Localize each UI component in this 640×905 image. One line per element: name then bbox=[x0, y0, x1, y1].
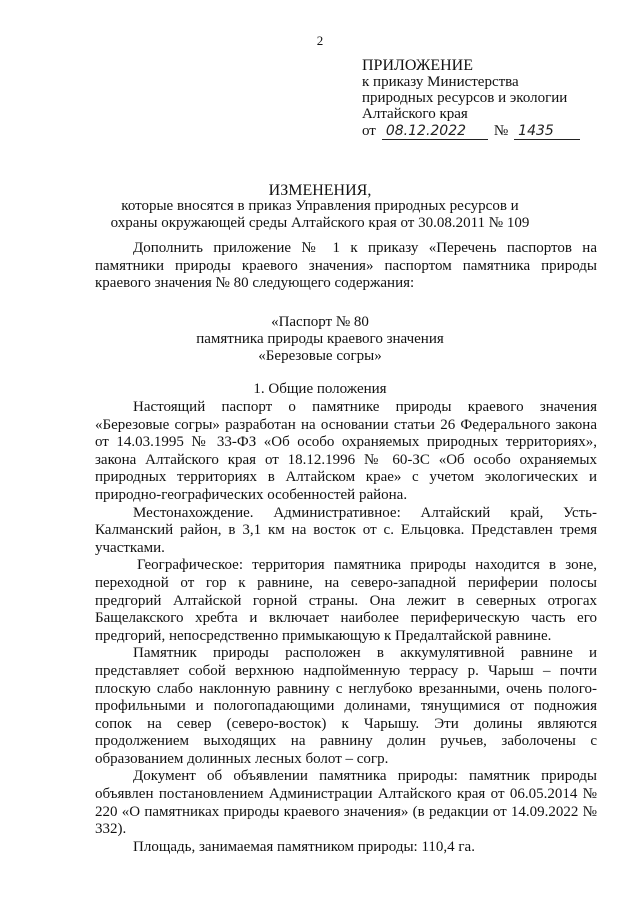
body-paragraph: Местонахождение. Административное: Алтайский край, Усть-Калманский район, в 3,1 км на восток от с. Ельцовка. Представлен тремя участками. bbox=[95, 504, 597, 556]
appendix-block bbox=[362, 58, 580, 140]
changes-subtitle-line: охраны окружающей среды Алтайского края от 30.08.2011 № 109 bbox=[110, 215, 530, 231]
passport-line: «Березовые согры» bbox=[258, 348, 382, 364]
section-title: 1. Общие положения bbox=[253, 381, 387, 397]
handwritten-date: 08.12.2022 bbox=[382, 124, 488, 140]
changes-title: ИЗМЕНЕНИЯ, bbox=[268, 182, 372, 199]
appendix-title: ПРИЛОЖЕНИЕ bbox=[362, 57, 474, 74]
passport-line: «Паспорт № 80 bbox=[271, 314, 369, 330]
intro-paragraph: Дополнить приложение № 1 к приказу «Перечень паспортов на памятники природы краевого значения» паспортом памятника природы краевого значения № 80 следующего содержания: bbox=[95, 240, 597, 292]
body-paragraph: Документ об объявлении памятника природы: памятник природы объявлен постановлением Администрации Алтайского края от 06.05.2014 № 220 «О памятниках природы краевого значения» (в редакции от 14.09.2022 № 332). bbox=[95, 768, 597, 838]
section-body bbox=[95, 399, 597, 856]
appendix-line: Алтайского края bbox=[362, 106, 468, 122]
appendix-line: к приказу Министерства bbox=[362, 74, 519, 90]
body-paragraph: Памятник природы расположен в аккумулятивной равнине и представляет собой верхнюю надпойменную террасу р. Чарыш – почти плоскую слабо наклонную равнину с неглубоко врезанными, очень пологопрофильными и пологопадающими долинами, тянущимися от подножия сопок на север (северо-восток) к Чарышу. Эти долины являются продолжением выходящих на равнину долин ручьев, заболочены с образованием долинных лесных болот – согр. bbox=[95, 645, 597, 767]
appendix-line: природных ресурсов и экологии bbox=[362, 90, 568, 106]
passport-line: памятника природы краевого значения bbox=[196, 331, 444, 347]
body-paragraph: Настоящий паспорт о памятнике природы краевого значения «Березовые согры» разработан на основании статьи 26 Федерального закона от 14.03.1995 № 33-ФЗ «Об особо охраняемых природных территориях», закона Алтайского края от 18.12.1996 № 60-ЗС «Об особо охраняемых природных территориях в Алтайском крае» с учетом экологических и природно-географических особенностей района. bbox=[95, 399, 597, 503]
appendix-date-number-row bbox=[362, 123, 580, 140]
page-number: 2 bbox=[316, 33, 324, 48]
body-paragraph: Географическое: территория памятника природы находится в зоне, переходной от гор к равнине, на северо-западной периферии полосы предгорий Алтайской горной страны. Она лежит в северных отрогах Бащелакского хребта и включает наиболее периферическую часть его предгорий, непосредственно примыкающую к Предалтайской равнине. bbox=[95, 557, 597, 644]
number-label: № bbox=[493, 123, 509, 139]
body-paragraph: Площадь, занимаемая памятником природы: 110,4 га. bbox=[133, 838, 475, 855]
handwritten-number: 1435 bbox=[514, 124, 580, 140]
intro-section bbox=[95, 240, 597, 293]
passport-heading bbox=[0, 314, 640, 365]
changes-subtitle bbox=[0, 198, 640, 232]
from-label: от bbox=[362, 123, 376, 139]
changes-subtitle-line: которые вносятся в приказ Управления природных ресурсов и bbox=[121, 198, 519, 214]
